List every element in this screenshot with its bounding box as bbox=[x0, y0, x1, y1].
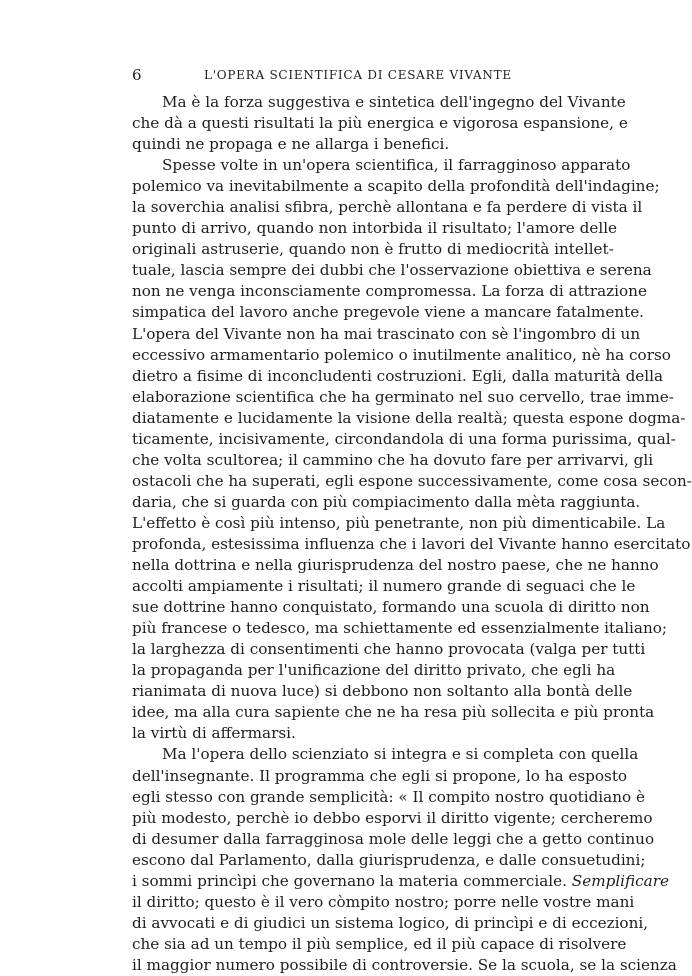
text-line-start: i sommi princìpi che governano la materia commerciale. bbox=[132, 871, 567, 890]
text-line: egli stesso con grande semplicità: « Il compito nostro quotidiano è bbox=[132, 787, 645, 806]
text-line: Ma è la forza suggestiva e sintetica dell'ingegno del Vivante bbox=[162, 93, 626, 111]
text-line: più modesto, perchè io debbo esporvi il diritto vigente; cercheremo bbox=[132, 808, 653, 827]
text-line: la larghezza di consentimenti che hanno provocata (valga per tutti bbox=[132, 640, 646, 659]
text-line: profonda, estesissima influenza che i lavori del Vivante hanno esercitato bbox=[132, 534, 691, 553]
running-title: L'OPERA SCIENTIFICA DI CESARE VIVANTE bbox=[204, 68, 512, 82]
text-line: quindi ne propaga e ne allarga i benefici. bbox=[132, 135, 450, 154]
text-line: la virtù di affermarsi. bbox=[132, 724, 296, 743]
text-line: tuale, lascia sempre dei dubbi che l'osservazione obiettiva e serena bbox=[132, 261, 652, 280]
text-line: la soverchia analisi sfibra, perchè allontana e fa perdere di vista il bbox=[132, 198, 643, 217]
page-number: 6 bbox=[132, 66, 142, 84]
text-line: Ma l'opera dello scienziato si integra e si completa con quella bbox=[162, 745, 639, 764]
text-line: L'opera del Vivante non ha mai trascinato con sè l'ingombro di un bbox=[132, 324, 641, 343]
text-line: daria, che si guarda con più compiacimento dalla mèta raggiunta. bbox=[132, 492, 641, 511]
text-line: il diritto; questo è il vero còmpito nostro; porre nelle vostre mani bbox=[132, 892, 635, 911]
text-line: polemico va inevitabilmente a scapito della profondità dell'indagine; bbox=[132, 177, 660, 196]
text-line: non ne venga inconsciamente compromessa. La forza di attrazione bbox=[132, 282, 647, 301]
text-line: accolti ampiamente i risultati; il numero grande di seguaci che le bbox=[132, 577, 636, 596]
text-line: ostacoli che ha superati, egli espone successivamente, come cosa secon- bbox=[132, 471, 692, 490]
text-line: il maggior numero possibile di controversie. Se la scuola, se la scienza bbox=[132, 955, 677, 974]
emphasized-word: Semplificare bbox=[571, 871, 669, 890]
text-line: punto di arrivo, quando non intorbida il risultato; l'amore delle bbox=[132, 219, 618, 238]
text-line: di desumer dalla farragginosa mole delle leggi che a getto continuo bbox=[132, 829, 655, 848]
text-line: originali astruserie, quando non è frutto di mediocrità intellet- bbox=[132, 240, 614, 259]
text-line: che dà a questi risultati la più energica e vigorosa espansione, e bbox=[132, 114, 628, 133]
text-line: di avvocati e di giudici un sistema logico, di princìpi e di eccezioni, bbox=[132, 913, 649, 932]
text-line: dietro a fisime di inconcludenti costruzioni. Egli, dalla maturità della bbox=[132, 366, 664, 385]
text-line: ticamente, incisivamente, circondandola di una forma purissima, qual- bbox=[132, 429, 676, 448]
text-line: che sia ad un tempo il più semplice, ed il più capace di risolvere bbox=[132, 934, 627, 953]
text-line: escono dal Parlamento, dalla giurisprudenza, e dalle consuetudini; bbox=[132, 850, 646, 869]
text-line: rianimata di nuova luce) si debbono non soltanto alla bontà delle bbox=[132, 682, 633, 701]
text-line: Spesse volte in un'opera scientifica, il farragginoso apparato bbox=[162, 156, 631, 175]
text-line: idee, ma alla cura sapiente che ne ha resa più sollecita e più pronta bbox=[132, 703, 655, 722]
text-line: dell'insegnante. Il programma che egli si propone, lo ha esposto bbox=[132, 766, 628, 785]
text-line: elaborazione scientifica che ha germinato nel suo cervello, trae imme- bbox=[132, 387, 674, 406]
running-header bbox=[132, 66, 564, 86]
text-line: che volta scultorea; il cammino che ha dovuto fare per arrivarvi, gli bbox=[132, 450, 654, 469]
text-line: più francese o tedesco, ma schiettamente ed essenzialmente italiano; bbox=[132, 619, 668, 638]
text-line: sue dottrine hanno conquistato, formando una scuola di diritto non bbox=[132, 598, 650, 617]
text-line: eccessivo armamentario polemico o inutilmente analitico, nè ha corso bbox=[132, 345, 671, 364]
text-line: diatamente e lucidamente la visione della realtà; questa espone dogma- bbox=[132, 408, 686, 427]
text-line: nella dottrina e nella giurisprudenza del nostro paese, che ne hanno bbox=[132, 556, 659, 575]
text-line: la propaganda per l'unificazione del diritto privato, che egli ha bbox=[132, 661, 616, 680]
text-line: simpatica del lavoro anche pregevole viene a mancare fatalmente. bbox=[132, 303, 645, 322]
text-line: L'effetto è così più intenso, più penetrante, non più dimenticabile. La bbox=[132, 513, 666, 532]
text-line-with-emphasis bbox=[132, 871, 669, 892]
body-text bbox=[132, 92, 692, 976]
